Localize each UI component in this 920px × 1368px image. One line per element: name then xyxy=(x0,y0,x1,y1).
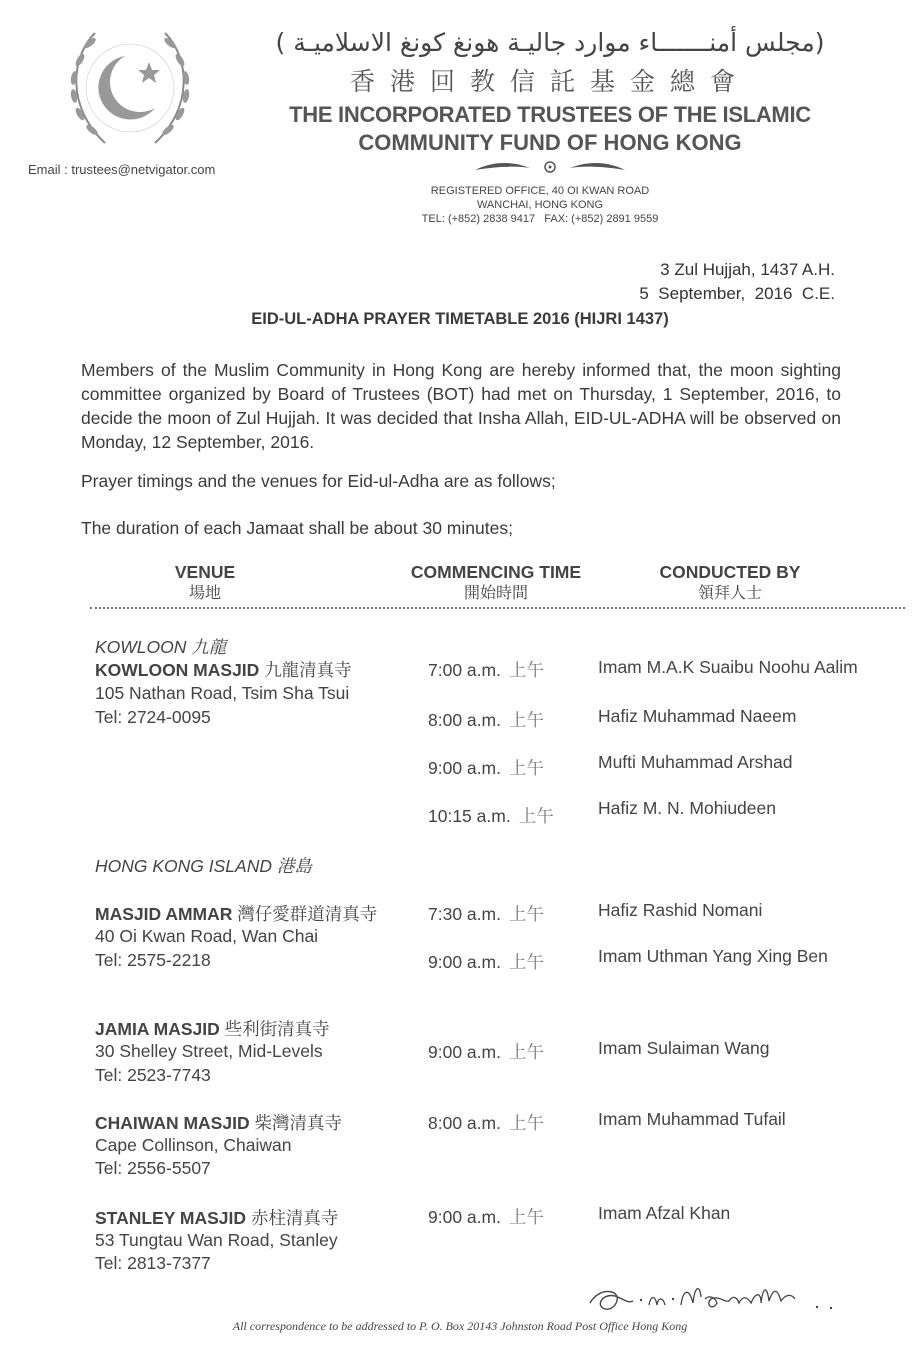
footer-correspondence-note: All correspondence to be addressed to P. O. Box 20143 Johnston Road Post Office Hong Kong xyxy=(232,1319,688,1333)
am-label-zh: 上午 xyxy=(508,758,544,778)
column-header-conducted-by xyxy=(630,561,830,605)
session-imam: Hafiz Muhammad Naeem xyxy=(598,706,797,726)
session-imam: Hafiz M. N. Mohiudeen xyxy=(598,798,776,818)
address-line1: REGISTERED OFFICE, 40 OI KWAN ROAD xyxy=(430,185,650,197)
organization-name-line1: THE INCORPORATED TRUSTEES OF THE ISLAMIC xyxy=(289,102,811,127)
organization-name-line2: COMMUNITY FUND OF HONG KONG xyxy=(358,130,742,155)
document-title: EID-UL-ADHA PRAYER TIMETABLE 2016 (HIJRI 1437) xyxy=(251,310,669,328)
time-value: 8:00 a.m. xyxy=(428,710,501,730)
header-venue-en: VENUE xyxy=(174,562,236,582)
address-line2: WANCHAI, HONG KONG xyxy=(476,199,604,211)
session-imam: Hafiz Rashid Nomani xyxy=(598,900,763,920)
venues-intro-paragraph: Prayer timings and the venues for Eid-ul-Adha are as follows; xyxy=(81,471,556,491)
time-value: 8:00 a.m. xyxy=(428,1113,501,1133)
venue-name xyxy=(95,657,352,682)
venue-name-en: MASJID AMMAR xyxy=(95,904,233,924)
am-label-zh: 上午 xyxy=(508,660,544,680)
session-time xyxy=(428,901,544,926)
am-label-zh: 上午 xyxy=(508,1207,544,1227)
session-imam: Imam Uthman Yang Xing Ben xyxy=(598,946,828,966)
session-time xyxy=(428,1039,544,1064)
session-time xyxy=(428,1110,544,1135)
column-header-commencing-time xyxy=(390,561,602,605)
venue-name-en: STANLEY MASJID xyxy=(95,1208,247,1228)
contact-line: TEL: (+852) 2838 9417 FAX: (+852) 2891 9559 xyxy=(421,213,659,225)
venue-address: 30 Shelley Street, Mid-Levels xyxy=(95,1041,323,1061)
am-label-zh: 上午 xyxy=(508,710,544,730)
am-label-zh: 上午 xyxy=(508,1113,544,1133)
session-imam: Imam Sulaiman Wang xyxy=(598,1038,770,1058)
venue-name-zh: 柴灣清真寺 xyxy=(254,1113,342,1133)
session-imam: Mufti Muhammad Arshad xyxy=(598,752,793,772)
time-value: 9:00 a.m. xyxy=(428,952,501,972)
session-imam: Imam Afzal Khan xyxy=(598,1203,731,1223)
organization-logo xyxy=(55,18,205,158)
am-label-zh: 上午 xyxy=(518,806,554,826)
venue-tel: Tel: 2523-7743 xyxy=(95,1065,211,1085)
chinese-organization-name: 香港回教信託基金總會 xyxy=(349,67,750,96)
announcement-paragraph: Members of the Muslim Community in Hong Kong are hereby informed that, the moon sighting committee organized by Board of Trustees (BOT) had met on Thursday, 1 September, 2016, to decide the moon of Zul Hujjah. It was decided that Insha Allah, EID-UL-ADHA will be observed on Monday, 12 September, 2016. xyxy=(81,360,841,452)
venue-name-zh: 赤柱清真寺 xyxy=(250,1208,339,1228)
letter-date xyxy=(639,258,835,306)
region-kowloon: KOWLOON 九龍 xyxy=(95,637,227,657)
email-address: Email : trustees@netvigator.com xyxy=(28,162,216,177)
venue-tel: Tel: 2556-5507 xyxy=(95,1158,211,1178)
time-value: 10:15 a.m. xyxy=(428,806,511,826)
registered-office-address xyxy=(380,184,700,226)
time-value: 7:00 a.m. xyxy=(428,660,501,680)
venue-name-zh: 些利街清真寺 xyxy=(224,1019,330,1039)
session-time xyxy=(428,949,544,974)
dotted-divider xyxy=(90,607,905,609)
am-label-zh: 上午 xyxy=(508,904,544,924)
am-label-zh: 上午 xyxy=(508,952,544,972)
gregorian-date: 5 September, 2016 C.E. xyxy=(639,284,835,303)
duration-paragraph: The duration of each Jamaat shall be about 30 minutes; xyxy=(81,518,513,538)
time-value: 7:30 a.m. xyxy=(428,904,501,924)
header-time-en: COMMENCING TIME xyxy=(410,562,582,582)
header-venue-zh: 場地 xyxy=(188,585,221,602)
arabic-organization-name: (مجلس أمنـــــــاء موارد جاليـة هونغ كونغ الاسلاميـة ) xyxy=(275,28,825,57)
session-time xyxy=(428,707,544,732)
header-time-zh: 開始時間 xyxy=(463,585,528,602)
ornament-divider-icon xyxy=(470,158,630,178)
venue-tel: Tel: 2724-0095 xyxy=(95,707,211,727)
venue-name xyxy=(95,1205,338,1230)
venue-name-zh: 灣仔愛群道清真寺 xyxy=(237,904,378,924)
session-imam: Imam M.A.K Suaibu Noohu Aalim xyxy=(598,657,858,677)
venue-address: 105 Nathan Road, Tsim Sha Tsui xyxy=(95,683,350,703)
venue-tel: Tel: 2813-7377 xyxy=(95,1253,211,1273)
am-label-zh: 上午 xyxy=(508,1042,544,1062)
venue-name-en: JAMIA MASJID xyxy=(95,1019,220,1039)
header-conducted-zh: 領拜人士 xyxy=(697,585,762,602)
venue-address: 40 Oi Kwan Road, Wan Chai xyxy=(95,926,319,946)
venue-address: 53 Tungtau Wan Road, Stanley xyxy=(95,1230,338,1250)
time-value: 9:00 a.m. xyxy=(428,1042,501,1062)
header-conducted-en: CONDUCTED BY xyxy=(659,562,801,582)
venue-name xyxy=(95,901,393,926)
venue-name-en: CHAIWAN MASJID xyxy=(95,1113,250,1133)
time-value: 9:00 a.m. xyxy=(428,1207,501,1227)
session-time xyxy=(428,1204,544,1229)
venue-name xyxy=(95,1016,330,1041)
session-time xyxy=(428,657,544,682)
venue-tel: Tel: 2575-2218 xyxy=(95,950,211,970)
region-hong-kong-island: HONG KONG ISLAND 港島 xyxy=(95,856,312,876)
session-time xyxy=(428,803,554,828)
venue-name-zh: 九龍清真寺 xyxy=(264,660,352,680)
venue-address: Cape Collinson, Chaiwan xyxy=(95,1135,292,1155)
venue-name-en: KOWLOON MASJID xyxy=(95,660,260,680)
hijri-date: 3 Zul Hujjah, 1437 A.H. xyxy=(660,260,835,279)
session-imam: Imam Muhammad Tufail xyxy=(598,1109,786,1129)
signature-icon xyxy=(585,1275,885,1320)
session-time xyxy=(428,755,544,780)
venue-name xyxy=(95,1110,342,1135)
time-value: 9:00 a.m. xyxy=(428,758,501,778)
column-header-venue xyxy=(150,561,260,605)
